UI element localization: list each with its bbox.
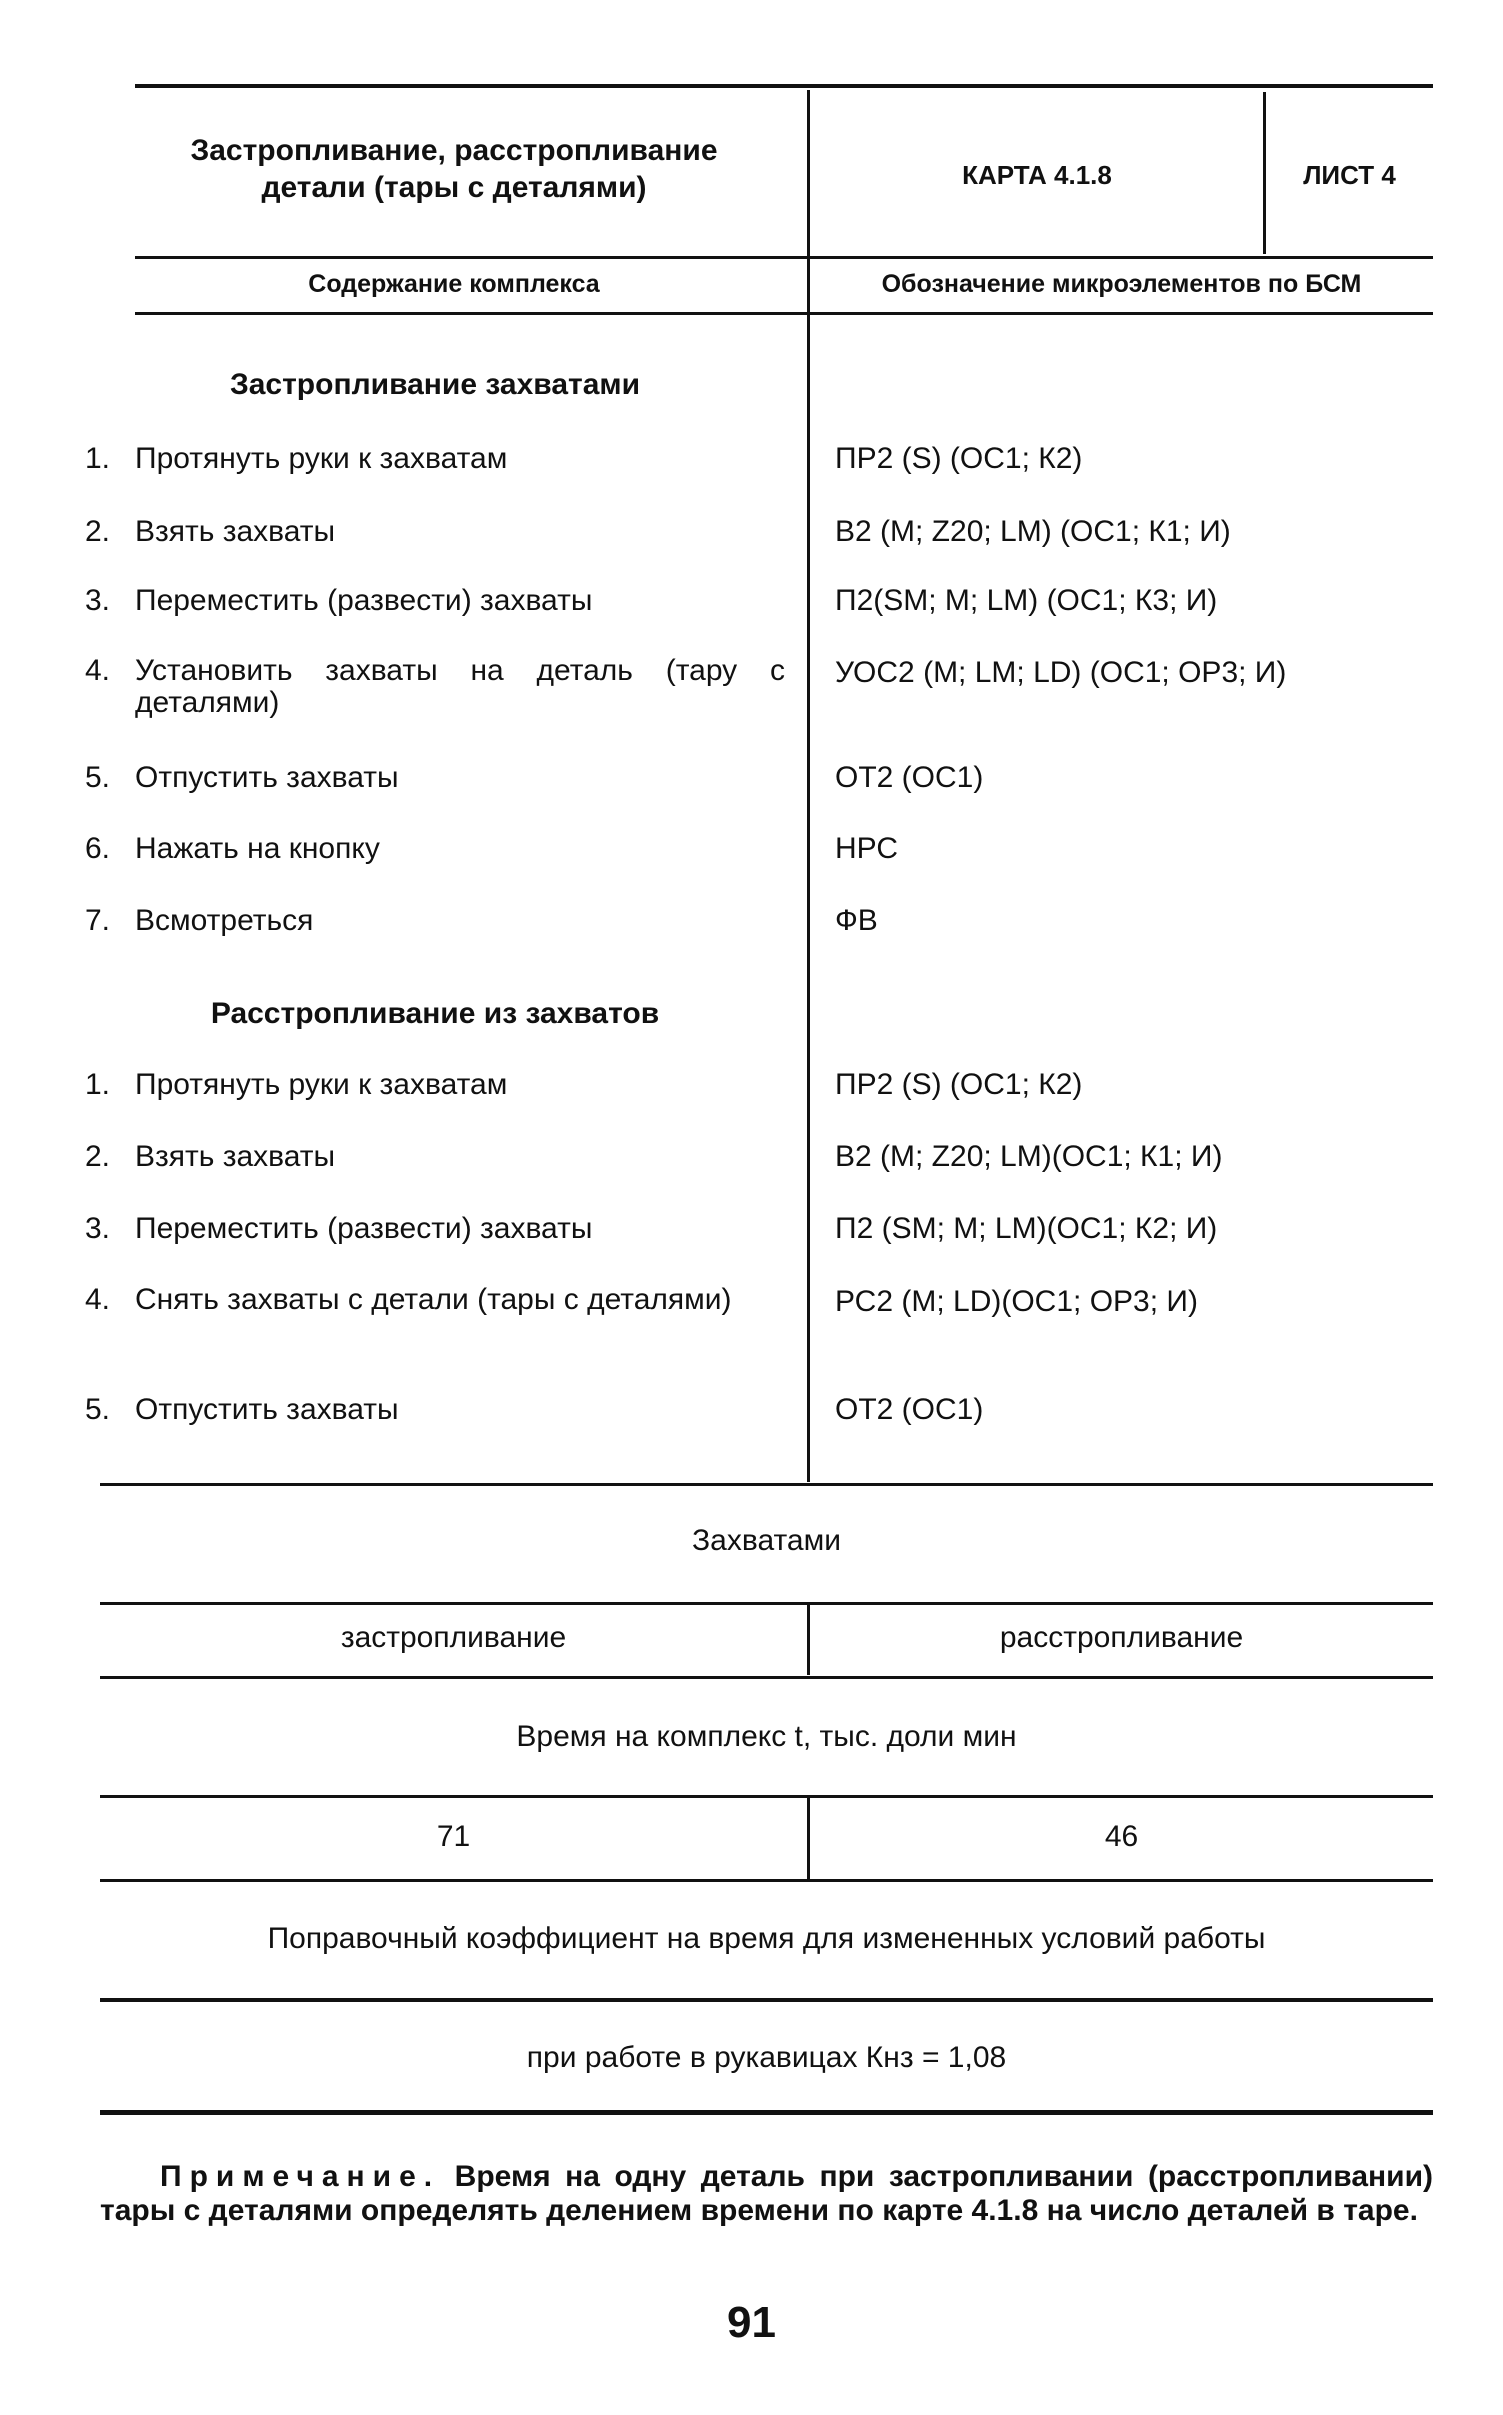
step-text: 6. Нажать на кнопку bbox=[85, 832, 380, 865]
step-text: 7. Всмотреться bbox=[85, 904, 314, 937]
step-text: 3. Переместить (развести) захваты bbox=[85, 584, 593, 617]
time-unfastening: 46 bbox=[1104, 1820, 1139, 1853]
rule bbox=[100, 1483, 1433, 1486]
rule bbox=[135, 84, 1433, 88]
step-code: П2 (SM; M; LM)(ОС1; К2; И) bbox=[835, 1212, 1218, 1245]
step-code: В2 (М; Z20; LM)(ОС1; К1; И) bbox=[835, 1140, 1223, 1173]
step-code: НРС bbox=[835, 832, 899, 865]
rule bbox=[100, 1795, 1433, 1798]
rule bbox=[100, 2110, 1433, 2115]
rule bbox=[100, 1998, 1433, 2002]
column-header-content: Содержание комплекса bbox=[308, 270, 600, 298]
coefficient-value: при работе в рукавицах Кнз = 1,08 bbox=[526, 2041, 1007, 2074]
step-code: ОТ2 (ОС1) bbox=[835, 1393, 984, 1426]
column-header-codes: Обозначение микроэлементов по БСМ bbox=[881, 270, 1362, 298]
card-title-line2: детали (тары с деталями) bbox=[261, 171, 647, 204]
section-heading: Застропливание захватами bbox=[229, 368, 641, 401]
step-text: 2. Взять захваты bbox=[85, 515, 336, 548]
rule bbox=[100, 1676, 1433, 1679]
rule bbox=[135, 312, 1433, 315]
step-code: П2(SM; M; LM) (ОС1; К3; И) bbox=[835, 584, 1218, 617]
rule bbox=[100, 1602, 1433, 1605]
time-fastening: 71 bbox=[436, 1820, 471, 1853]
section-heading: Расстропливание из захватов bbox=[210, 997, 660, 1030]
step-code: РС2 (М; LD)(ОС1; ОР3; И) bbox=[835, 1285, 1198, 1318]
step-text: 3. Переместить (развести) захваты bbox=[85, 1212, 593, 1245]
step-code: ОТ2 (ОС1) bbox=[835, 761, 984, 794]
group-label: Захватами bbox=[692, 1524, 841, 1557]
time-label: Время на комплекс t, тыс. доли мин bbox=[516, 1720, 1017, 1753]
step-text: 4. Установить захваты на деталь (тару с деталями) bbox=[85, 654, 785, 719]
page-number: 91 bbox=[727, 2298, 776, 2347]
rule bbox=[100, 1879, 1433, 1882]
card-title-line1: Застропливание, расстропливание bbox=[190, 134, 718, 167]
step-text: 2. Взять захваты bbox=[85, 1140, 336, 1173]
step-code: ПР2 (S) (ОС1; К2) bbox=[835, 1068, 1083, 1101]
sheet-number: ЛИСТ 4 bbox=[1303, 160, 1396, 190]
step-code: УОС2 (М; LM; LD) (ОС1; ОР3; И) bbox=[835, 656, 1287, 689]
step-code: В2 (М; Z20; LM) (ОС1; К1; И) bbox=[835, 515, 1231, 548]
step-text: 5. Отпустить захваты bbox=[85, 761, 399, 794]
col-unfastening: расстропливание bbox=[999, 1621, 1244, 1654]
card-number: КАРТА 4.1.8 bbox=[962, 160, 1112, 190]
step-text: 1. Протянуть руки к захватам bbox=[85, 1068, 508, 1101]
step-code: ФВ bbox=[835, 904, 878, 937]
step-text: 4. Снять захваты с детали (тары с деталями) bbox=[85, 1283, 732, 1316]
step-text: 5. Отпустить захваты bbox=[85, 1393, 399, 1426]
note: Примечание. Время на одну деталь при застропливании (расстропливании) тары с деталями определять делением времени по карте 4.1.8 на число деталей в таре. bbox=[100, 2160, 1433, 2227]
coefficient-label: Поправочный коэффициент на время для измененных условий работы bbox=[267, 1922, 1266, 1955]
col-fastening: застропливание bbox=[340, 1621, 567, 1654]
step-text: 1. Протянуть руки к захватам bbox=[85, 442, 508, 475]
rule bbox=[135, 256, 1433, 259]
step-code: ПР2 (S) (ОС1; К2) bbox=[835, 442, 1083, 475]
